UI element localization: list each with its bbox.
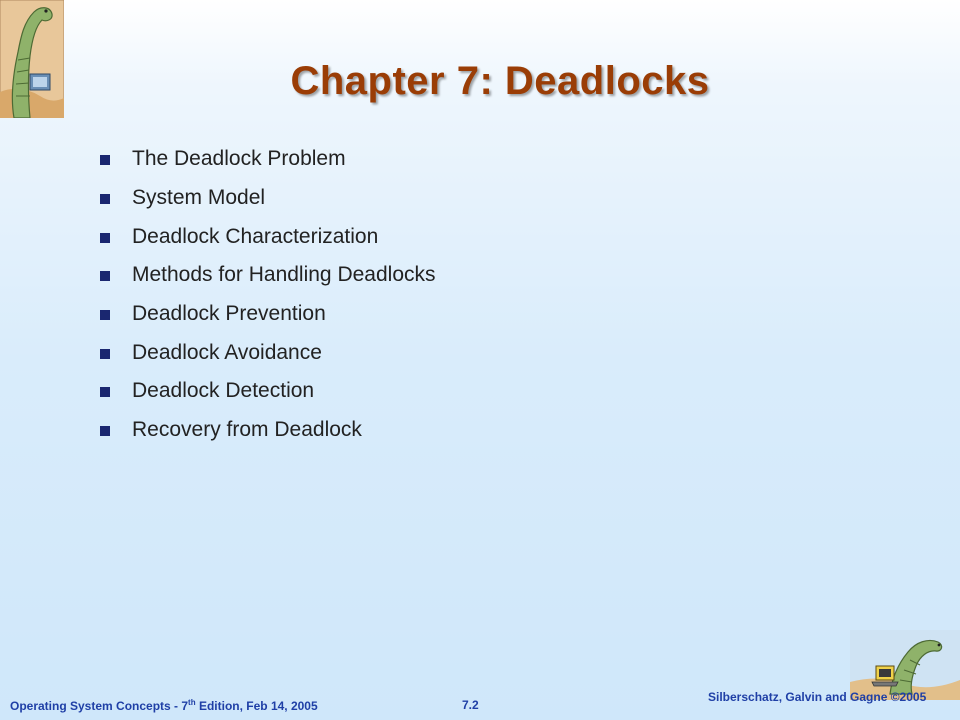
bullet-text: Recovery from Deadlock <box>132 418 362 442</box>
bullet-item <box>100 372 436 411</box>
square-bullet-icon <box>100 387 110 397</box>
square-bullet-icon <box>100 155 110 165</box>
bullet-text: The Deadlock Problem <box>132 147 346 171</box>
bullet-text: Deadlock Prevention <box>132 302 326 326</box>
square-bullet-icon <box>100 194 110 204</box>
square-bullet-icon <box>100 349 110 359</box>
bullet-text: Deadlock Detection <box>132 379 315 403</box>
slide-title: Chapter 7: Deadlocks <box>290 58 710 103</box>
bullet-text: Methods for Handling Deadlocks <box>132 263 436 287</box>
square-bullet-icon <box>100 426 110 436</box>
footer-book-info: Operating System Concepts - 7th Edition, Feb 14, 2005 <box>10 698 318 713</box>
bullet-item <box>100 333 436 372</box>
bullet-list <box>100 140 436 450</box>
bullet-item <box>100 140 436 179</box>
bullet-text: System Model <box>132 186 266 210</box>
bullet-text: Deadlock Avoidance <box>132 340 322 364</box>
bullet-item <box>100 179 436 218</box>
bullet-item <box>100 256 436 295</box>
footer-copyright: Silberschatz, Galvin and Gagne ©2005 <box>708 690 927 704</box>
bullet-item <box>100 295 436 334</box>
square-bullet-icon <box>100 233 110 243</box>
square-bullet-icon <box>100 310 110 320</box>
page-number: 7.2 <box>462 698 479 712</box>
bullet-item <box>100 411 436 450</box>
bullet-text: Deadlock Characterization <box>132 224 379 248</box>
square-bullet-icon <box>100 271 110 281</box>
bullet-item <box>100 217 436 256</box>
